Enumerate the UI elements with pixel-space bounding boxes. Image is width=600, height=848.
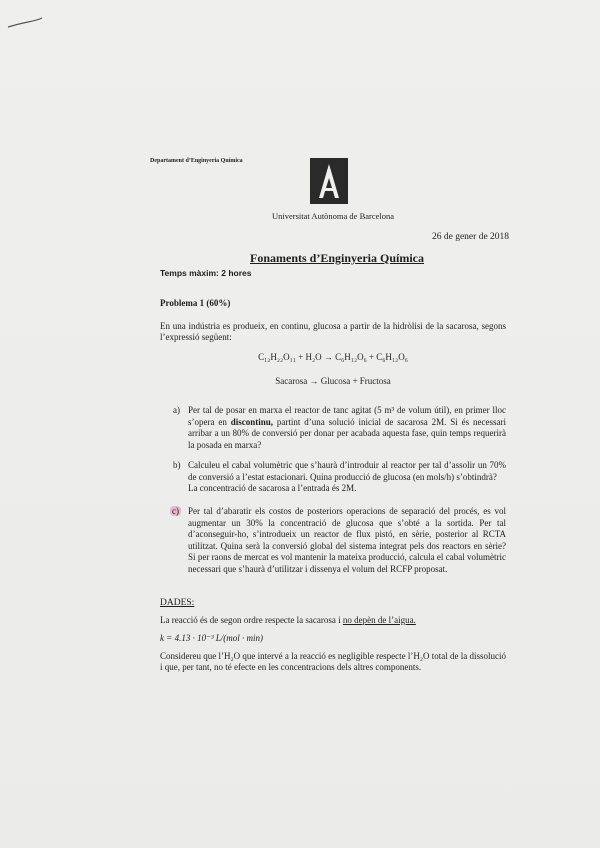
university-name: Universitat Autònoma de Barcelona bbox=[272, 211, 395, 221]
reaction-order-note: La reacció és de segon ordre respecte la sacarosa i no depèn de l’aigua. bbox=[160, 615, 416, 625]
rate-constant: k = 4.13 · 10⁻³ L/(mol · min) bbox=[160, 633, 264, 643]
highlight-mark: c) bbox=[172, 506, 179, 516]
water-note: Considereu que l’H₂O que intervé a la reacció es negligible respecte l’H₂O total de la dissolució i que, per tant, no té efecte en les concentracions dels altres components. bbox=[160, 651, 506, 673]
university-logo bbox=[310, 158, 348, 204]
item-a-label: a) bbox=[173, 405, 180, 415]
item-b-label: b) bbox=[173, 460, 181, 470]
data-heading: DADES: bbox=[160, 598, 195, 608]
exam-title: Fonaments d’Enginyeria Química bbox=[250, 251, 425, 265]
problem-heading: Problema 1 (60%) bbox=[160, 298, 231, 308]
exam-date: 26 de gener de 2018 bbox=[432, 232, 510, 242]
item-c-label bbox=[170, 506, 181, 516]
equation-words: Sacarosa → Glucosa + Fructosa bbox=[275, 376, 391, 386]
item-a-bold: discontinu, bbox=[230, 416, 274, 427]
pen-mark bbox=[6, 14, 44, 30]
equation-formula: C₁₂H₂₂O₁₁ + H₂O → C₆H₁₂O₆ + C₆H₁₂O₆ bbox=[258, 352, 408, 362]
item-a-text: Per tal de posar en marxa el reactor de tanc agitat (5 m³ de volum útil), en primer lloc s’opera en discontinu, partint d’una solució inicial de sacarosa 2M. Si és necessari arribar a un 80% de conversió per donar per acabada aquesta fase, quin temps requerirà la posada en marxa? bbox=[188, 405, 507, 450]
problem-intro: En una indústria es produeix, en continu, glucosa a partir de la hidròlisi de la sacarosa, segons l’expressió següent: bbox=[160, 321, 506, 343]
department-name: Departament d’Enginyeria Química bbox=[150, 158, 243, 164]
time-limit: Temps màxim: 2 hores bbox=[160, 268, 252, 278]
item-b-text: Calculeu el cabal volumètric que s’haurà d’introduir al reactor per tal d’assolir un 70% de conversió a l’estat estacionari. Quina producció de glucosa (en mols/h) s’obtindrà? La concentració de sacarosa a l’entrada és 2M. bbox=[188, 460, 506, 493]
item-c-text: Per tal d’abaratir els costos de posteriors operacions de separació del procés, es vol augmentar un 30% la concentració de glucosa que s’obté a la sortida. Per tal d’aconseguir-ho, s’introdueix un reactor de flux pistó, en sèrie, posterior al RCTA utilitzat. Quina serà la conversió global del sistema integrat pels dos reactors en sèrie? Si per raons de mercat es vol mantenir la mateixa producció, calcula el cabal volumètric necessari que s’haurà d’utilitzar i dissenya el volum del RCFP proposat. bbox=[188, 506, 506, 574]
